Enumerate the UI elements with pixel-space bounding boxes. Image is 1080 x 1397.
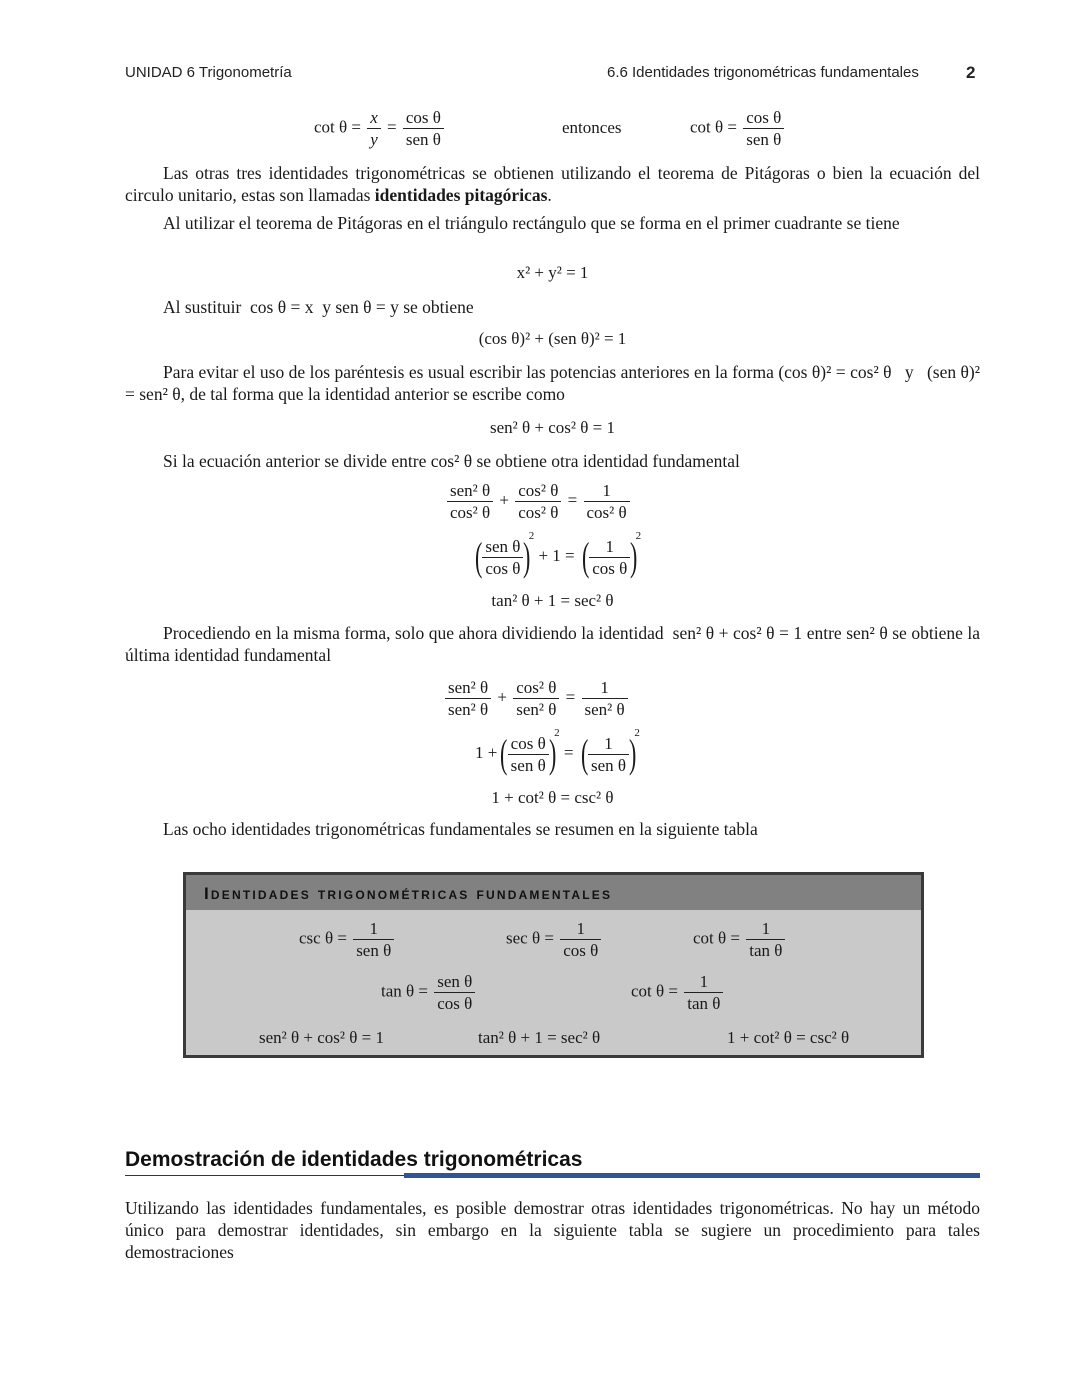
sq2-d2: sen θ bbox=[590, 755, 627, 775]
frac-cos: cos θ bbox=[403, 107, 444, 129]
tan-den: cos θ bbox=[437, 994, 473, 1013]
section-body: Utilizando las identidades fundamentales, es posible demostrar otras identidades trigonométricas. No hay un método único para demostrar identidades, sin embargo en la siguiente tabla se sugiere un procedimiento para tales demostraciones bbox=[125, 1198, 980, 1262]
p6-a: Procediendo en la misma forma, solo que ahora dividiendo la identidad bbox=[163, 623, 664, 643]
header-section: 6.6 Identidades trigonométricas fundamentales bbox=[607, 64, 919, 81]
sq2-eq: = bbox=[563, 743, 574, 762]
sq1-exp-a: 2 bbox=[528, 530, 535, 542]
csc-lhs: csc θ = bbox=[299, 928, 347, 948]
p3-d: sen θ = y bbox=[335, 297, 399, 317]
equation-divide-cos bbox=[445, 480, 632, 523]
p1-end: . bbox=[547, 185, 552, 205]
div1-plus: + bbox=[499, 490, 509, 510]
identity-sec bbox=[506, 918, 603, 961]
paragraph-divide-sen bbox=[125, 622, 980, 666]
sq2-d1: sen θ bbox=[510, 755, 546, 775]
cot1-den: tan θ bbox=[749, 941, 783, 960]
p1-bold: identidades pitagóricas bbox=[374, 185, 548, 205]
div2-eq: = bbox=[565, 687, 576, 707]
div1-d3: cos² θ bbox=[586, 503, 627, 522]
equation-cot-identity: 1 + cot² θ = csc² θ bbox=[491, 788, 614, 807]
page-number: 2 bbox=[966, 63, 976, 82]
sq2-n2: 1 bbox=[588, 733, 629, 755]
div2-n3: 1 bbox=[582, 677, 628, 699]
div1-eq: = bbox=[567, 490, 578, 510]
paragraph-table-intro: Las ocho identidades trigonométricas fundamentales se resumen en la siguiente tabla bbox=[163, 819, 758, 839]
sq2-n1: cos θ bbox=[508, 733, 549, 755]
paragraph-divide-cos bbox=[163, 450, 980, 472]
p5-b: cos² θ bbox=[430, 451, 473, 471]
sq2-one: 1 + bbox=[475, 743, 498, 762]
identity-cot-1 bbox=[693, 918, 787, 961]
p5-a: Si la ecuación anterior se divide entre bbox=[163, 451, 427, 471]
identity-tan bbox=[381, 971, 477, 1014]
sec-den: cos θ bbox=[563, 941, 599, 960]
sq1-d1: cos θ bbox=[485, 558, 521, 578]
tan-num: sen θ bbox=[434, 971, 475, 993]
identity-pyth-tan-sec: tan² θ + 1 = sec² θ bbox=[478, 1028, 601, 1047]
top-formula-left bbox=[314, 107, 446, 150]
div1-n1: sen² θ bbox=[447, 480, 493, 502]
identity-pyth-sen-cos: sen² θ + cos² θ = 1 bbox=[259, 1028, 384, 1047]
identities-table bbox=[183, 872, 924, 1058]
p3-a: Al sustituir bbox=[163, 297, 242, 317]
section-title: Demostración de identidades trigonométricas bbox=[125, 1148, 583, 1171]
tan-lhs: tan θ = bbox=[381, 981, 428, 1001]
equation-unit-circle: x² + y² = 1 bbox=[516, 263, 589, 282]
p6-c: entre bbox=[806, 623, 842, 643]
cot1-num: 1 bbox=[746, 918, 785, 940]
sq1-exp-b: 2 bbox=[635, 530, 642, 542]
equals-sign: = bbox=[387, 117, 397, 137]
cot-lhs-2: cot θ = bbox=[690, 117, 737, 137]
identities-table-header bbox=[186, 875, 921, 910]
identity-csc bbox=[299, 918, 396, 961]
equation-substituted: (cos θ)² + (sen θ)² = 1 bbox=[478, 329, 627, 348]
equation-squared-ratio-cot: 1 +( $\frac{\text{cos θ}}{\text{sen θ}}$ )$^2$ = ( $\frac{1}{\text{sen θ}}$ )$^2$ bbox=[475, 727, 640, 777]
section-rule-thick bbox=[404, 1173, 980, 1178]
sq1-n2: 1 bbox=[589, 536, 630, 558]
paragraph-substitute bbox=[163, 296, 980, 318]
p3-c: y bbox=[322, 297, 331, 317]
sq2-exp-a: 2 bbox=[554, 727, 560, 739]
top-formula-right bbox=[690, 107, 786, 150]
div2-d1: sen² θ bbox=[448, 700, 489, 719]
csc-den: sen θ bbox=[356, 941, 392, 960]
paragraph-pythagoras: Al utilizar el teorema de Pitágoras en el triángulo rectángulo que se forma en el primer cuadrante se tiene bbox=[163, 213, 900, 233]
div2-n2: cos² θ bbox=[513, 677, 559, 699]
div2-n1: sen² θ bbox=[445, 677, 491, 699]
div1-n2: cos² θ bbox=[515, 480, 561, 502]
sq1-d2: cos θ bbox=[592, 558, 628, 578]
div1-d2: cos² θ bbox=[518, 503, 559, 522]
entonces-word: entonces bbox=[562, 118, 622, 137]
div2-d2: sen² θ bbox=[516, 700, 557, 719]
csc-num: 1 bbox=[353, 918, 394, 940]
p4-b: (cos θ)² = cos² θ bbox=[778, 362, 892, 382]
p5-c: se obtiene otra identidad fundamental bbox=[476, 451, 740, 471]
p4-e: , de tal forma que la identidad anterior se escribe como bbox=[180, 384, 565, 404]
cot2-lhs: cot θ = bbox=[631, 981, 678, 1001]
equation-main-identity: sen² θ + cos² θ = 1 bbox=[490, 418, 615, 437]
p3-b: cos θ = x bbox=[250, 297, 314, 317]
frac-sen-2: sen θ bbox=[746, 130, 782, 149]
header-unit: UNIDAD 6 Trigonometría bbox=[125, 64, 292, 81]
paragraph-parentheses bbox=[125, 361, 980, 405]
paragraph-pythagorean-intro bbox=[125, 162, 980, 206]
equation-tan-identity: tan² θ + 1 = sec² θ bbox=[491, 591, 614, 610]
div2-d3: sen² θ bbox=[584, 700, 625, 719]
frac-sen: sen θ bbox=[405, 130, 441, 149]
equation-squared-ratio-tan: ( $\frac{\text{sen θ}}{\text{cos θ}}$ )$^2$ + 1 = ( $\frac{1}{\text{cos θ}}$ )$^2$ bbox=[474, 530, 642, 580]
equation-divide-sen bbox=[443, 677, 630, 720]
cot1-lhs: cot θ = bbox=[693, 928, 740, 948]
p4-d: (sen θ)² = sen² θ bbox=[125, 362, 980, 404]
sq1-n1: sen θ bbox=[482, 536, 523, 558]
p6-b: sen² θ + cos² θ = 1 bbox=[672, 623, 803, 643]
p6-e: se obtiene la última identidad fundamental bbox=[125, 623, 981, 665]
identity-cot-2 bbox=[631, 971, 725, 1014]
sec-lhs: sec θ = bbox=[506, 928, 554, 948]
frac-x: x bbox=[367, 107, 381, 129]
frac-cos-2: cos θ bbox=[743, 107, 784, 129]
p3-e: se obtiene bbox=[403, 297, 474, 317]
sq1-plus: + 1 = bbox=[538, 546, 575, 565]
identity-pyth-cot-csc: 1 + cot² θ = csc² θ bbox=[727, 1028, 850, 1047]
cot-lhs: cot θ = bbox=[314, 117, 361, 137]
sq2-exp-b: 2 bbox=[634, 727, 640, 739]
cot2-num: 1 bbox=[684, 971, 723, 993]
p6-d: sen² θ bbox=[846, 623, 888, 643]
p1-text: Las otras tres identidades trigonométricas se obtienen utilizando el teorema de Pitágoras o bien la ecuación del circulo unitario, estas son llamadas bbox=[125, 163, 980, 205]
div1-d1: cos² θ bbox=[450, 503, 491, 522]
p4-a: Para evitar el uso de los paréntesis es usual escribir las potencias anteriores en la forma bbox=[163, 362, 774, 382]
identities-table-title: Identidades trigonométricas fundamentales bbox=[204, 884, 613, 903]
cot2-den: tan θ bbox=[687, 994, 721, 1013]
div2-plus: + bbox=[497, 687, 507, 707]
frac-y: y bbox=[370, 130, 378, 149]
p4-c: y bbox=[904, 362, 914, 382]
sec-num: 1 bbox=[560, 918, 601, 940]
div1-n3: 1 bbox=[584, 480, 630, 502]
